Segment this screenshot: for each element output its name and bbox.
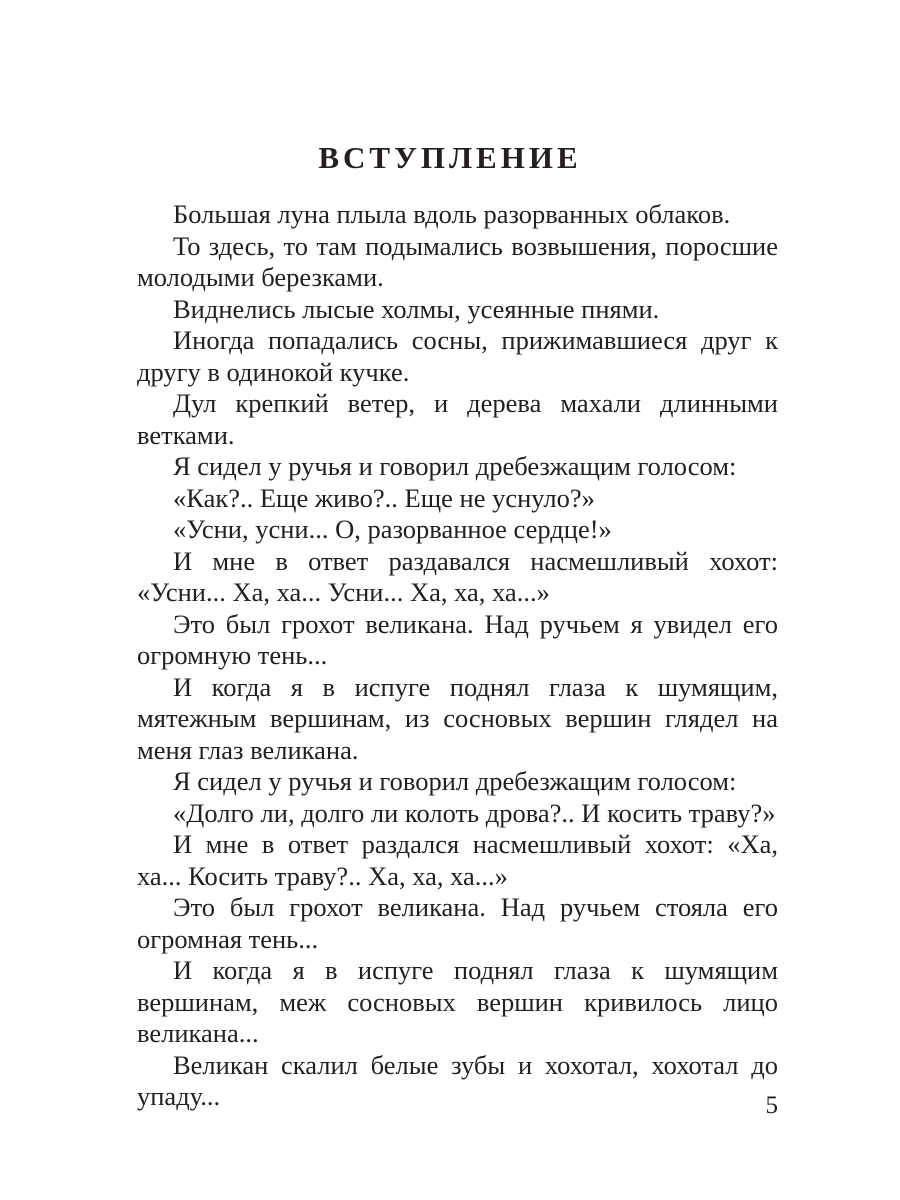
chapter-heading: ВСТУПЛЕНИЕ bbox=[318, 140, 582, 175]
paragraph: Дул крепкий ветер, и дерева махали длинными ветками. bbox=[137, 388, 778, 450]
paragraph: И когда я в испуге поднял глаза к шумящим, мятежным вершинам, из сосновых вершин глядел на меня глаз великана. bbox=[137, 671, 778, 765]
paragraph: Я сидел у ручья и говорил дребезжащим голосом: bbox=[173, 766, 737, 796]
paragraph: «Как?.. Еще живо?.. Еще не уснуло?» bbox=[173, 482, 595, 513]
page-number: 5 bbox=[765, 1092, 778, 1119]
paragraph: Это был грохот великана. Над ручьем стояла его огромная тень... bbox=[137, 892, 778, 954]
paragraph: Это был грохот великана. Над ручьем я увидел его огромную тень... bbox=[137, 608, 778, 670]
paragraph: И мне в ответ раздавался насмешливый хохот: «Усни... Ха, ха... Усни... Ха, ха, ха...» bbox=[137, 545, 778, 607]
paragraph: Виднелись лысые холмы, усеянные пнями. bbox=[173, 293, 660, 324]
paragraph: Великан скалил белые зубы и хохотал, хохотал до упаду... bbox=[137, 1049, 778, 1111]
paragraph: И мне в ответ раздался насмешливый хохот: «Ха, ха... Косить траву?.. Ха, ха, ха...» bbox=[137, 829, 778, 891]
chapter-body bbox=[137, 199, 778, 1113]
paragraph: Большая луна плыла вдоль разорванных облаков. bbox=[173, 199, 731, 229]
paragraph: «Долго ли, долго ли колоть дрова?.. И косить траву?» bbox=[173, 797, 776, 828]
paragraph: То здесь, то там подымались возвышения, поросшие молодыми березками. bbox=[137, 230, 778, 292]
paragraph: И когда я в испуге поднял глаза к шумящим вершинам, меж сосновых вершин кривилось лицо великана... bbox=[137, 955, 778, 1048]
paragraph: «Усни, усни... О, разорванное сердце!» bbox=[173, 514, 612, 544]
paragraph: Я сидел у ручья и говорил дребезжащим голосом: bbox=[173, 451, 737, 481]
paragraph: Иногда попадались сосны, прижимавшиеся друг к другу в одинокой кучке. bbox=[137, 325, 778, 387]
